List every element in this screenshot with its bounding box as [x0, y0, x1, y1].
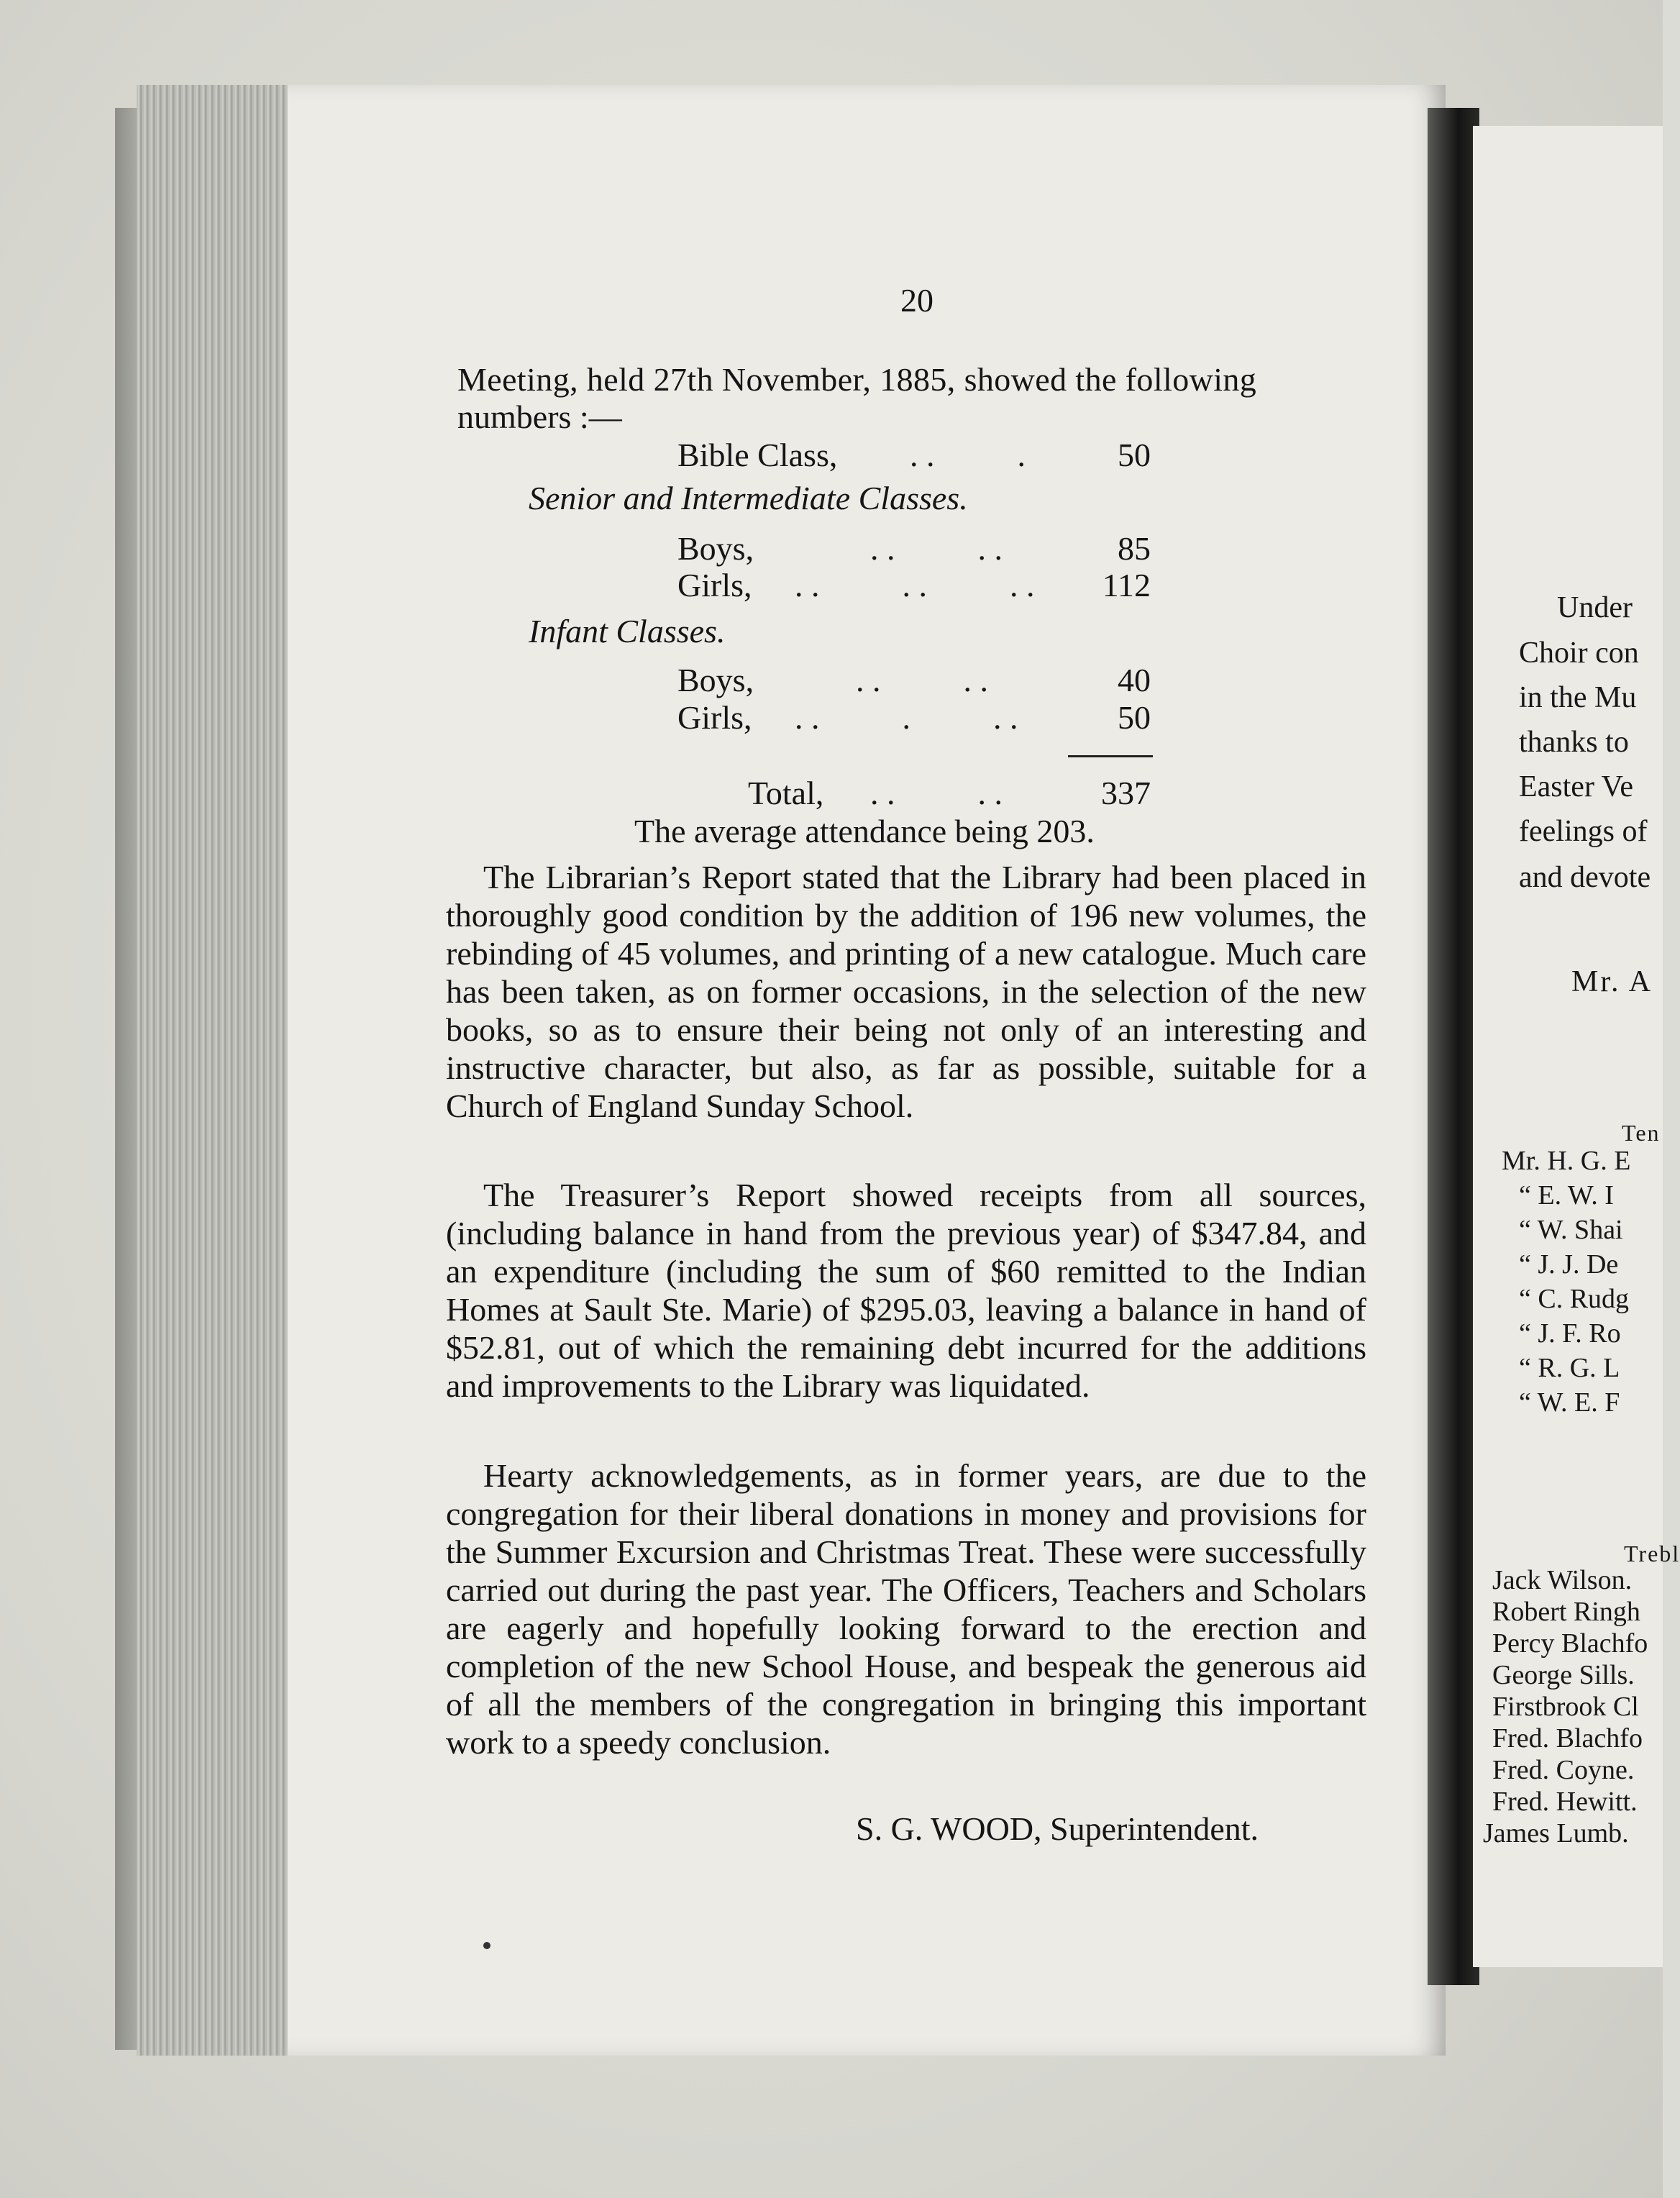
total-label: Total, — [748, 775, 824, 811]
tenor-7: “ R. G. L — [1519, 1353, 1620, 1383]
tenor-5: “ C. Rudg — [1519, 1284, 1630, 1314]
treble-2: Robert Ringh — [1492, 1597, 1640, 1627]
total-rule — [1068, 755, 1153, 757]
right-heading-a: Mr. A — [1571, 965, 1653, 998]
senior-boys-label: Boys, — [677, 530, 754, 567]
tenor-heading: Ten — [1622, 1120, 1661, 1146]
treble-7: Fred. Coyne. — [1492, 1755, 1635, 1785]
infant-girls-value: 50 — [1118, 699, 1151, 736]
treble-heading: Trebl — [1624, 1541, 1680, 1567]
acknowledgements-paragraph: Hearty acknowledgements, as in former years, are due to the congregation for their liberal donations in money and provisions for the Summer Excursion and Christmas Treat. These were successfully carried out during the past year. The Officers, Teachers and Scholars are eagerly and hopefully looking forward to the erection and completion of the new School House, and bespeak the generous aid of all the members of the congregation in bringing this important work to a speedy conclusion. — [446, 1457, 1366, 1761]
infant-boys-label: Boys, — [677, 662, 754, 698]
treble-3: Percy Blachfo — [1492, 1628, 1648, 1659]
right-line-1: Under — [1557, 591, 1633, 624]
senior-girls-value: 112 — [1102, 567, 1151, 603]
senior-boys-dots: . . . . — [870, 530, 1003, 567]
treble-9: James Lumb. — [1483, 1818, 1629, 1848]
treble-8: Fred. Hewitt. — [1492, 1787, 1638, 1817]
treasurer-report-paragraph: The Treasurer’s Report showed receipts from all sources, (including balance in hand from the previous year) of $347.84, and an expenditure (including the sum of $60 remitted to the Indian Homes at Sault Ste. Marie) of $295.03, leaving a balance in hand of $52.81, out of which the remaining debt incurred for the additions and improvements to the Library was liquidated. — [446, 1177, 1366, 1404]
tenor-4: “ J. J. De — [1519, 1249, 1619, 1280]
infant-heading: Infant Classes. — [529, 613, 726, 649]
senior-girls-label: Girls, — [677, 567, 752, 603]
total-value: 337 — [1101, 775, 1151, 811]
bible-class-dots: . . . — [910, 437, 1026, 473]
signature: S. G. WOOD, Superintendent. — [856, 1810, 1259, 1847]
right-line-2: Choir con — [1519, 637, 1639, 670]
right-line-4: thanks to — [1519, 726, 1629, 759]
infant-boys-value: 40 — [1118, 662, 1151, 698]
infant-girls-dots: . . . . . — [795, 699, 1018, 736]
tenor-8: “ W. E. F — [1519, 1387, 1620, 1418]
average-attendance: The average attendance being 203. — [634, 813, 1095, 849]
treble-5: Firstbrook Cl — [1492, 1692, 1639, 1722]
book-gutter — [1428, 108, 1479, 1985]
treble-1: Jack Wilson. — [1492, 1565, 1633, 1595]
librarian-report-paragraph: The Librarian’s Report stated that the Library had been placed in thoroughly good condition by the addition of 196 new volumes, the rebinding of 45 volumes, and printing of a new catalogue. Much care has been taken, as on former occasions, in the selection of the new books, so as to ensure their being not only of an interesting and instructive character, but also, as far as possible, suitable for a Church of England Sunday School. — [446, 859, 1366, 1124]
senior-heading: Senior and Intermediate Classes. — [529, 480, 968, 516]
right-line-3: in the Mu — [1519, 681, 1637, 714]
senior-boys-value: 85 — [1118, 530, 1151, 567]
intro-line-2: numbers :— — [457, 398, 622, 435]
bible-class-value: 50 — [1118, 437, 1151, 473]
tenor-1: Mr. H. G. E — [1502, 1146, 1631, 1176]
ink-speck — [483, 1942, 490, 1949]
right-line-6: feelings of — [1519, 815, 1648, 848]
infant-boys-dots: . . . . — [856, 662, 988, 698]
tenor-2: “ E. W. I — [1519, 1180, 1614, 1210]
right-line-7: and devote — [1519, 861, 1651, 894]
senior-girls-dots: . . . . . . — [795, 567, 1035, 603]
tenor-3: “ W. Shai — [1519, 1215, 1623, 1245]
page-edges — [137, 85, 302, 2056]
intro-line-1: Meeting, held 27th November, 1885, showed the following — [457, 361, 1257, 398]
infant-girls-label: Girls, — [677, 699, 752, 736]
page-number: 20 — [900, 282, 933, 319]
treble-4: George Sills. — [1492, 1660, 1635, 1690]
right-line-5: Easter Ve — [1519, 770, 1633, 803]
treble-6: Fred. Blachfo — [1492, 1723, 1643, 1754]
bible-class-label: Bible Class, — [677, 437, 838, 473]
total-dots: . . . . — [870, 775, 1003, 811]
tenor-6: “ J. F. Ro — [1519, 1318, 1621, 1349]
